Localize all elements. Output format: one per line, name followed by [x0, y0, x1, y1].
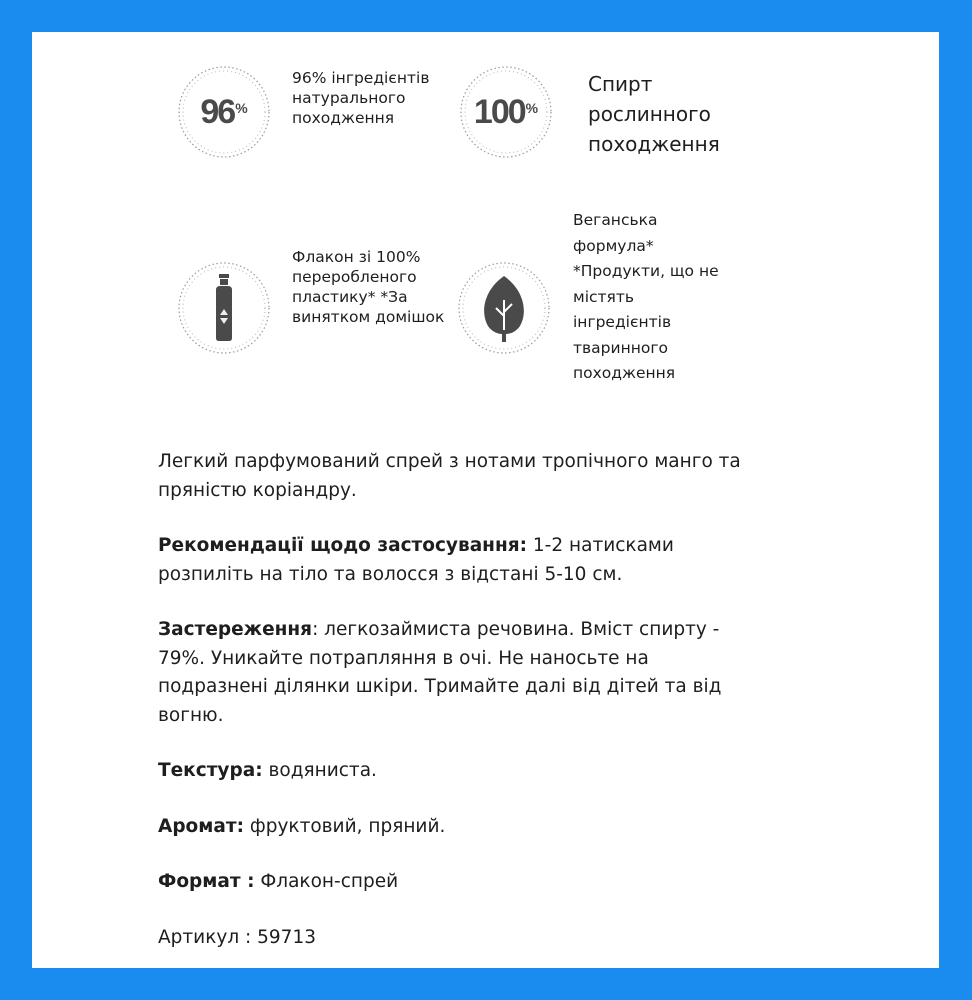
recycled-bottle-badge	[176, 260, 272, 356]
aroma-text: фруктовий, пряний.	[244, 815, 446, 837]
natural-ingredients-badge	[176, 64, 272, 160]
usage-label: Рекомендації щодо застосування:	[158, 535, 528, 556]
format-label: Формат :	[158, 871, 255, 892]
description-intro: Легкий парфумований спрей з нотами тропічного манго та пряністю коріандру.	[158, 451, 741, 501]
natural-ingredients-text: 96% інгредієнтів натурального походження	[292, 69, 430, 127]
recycled-bottle-text: Флакон зі 100% переробленого пластику* *За винятком домішок	[292, 248, 445, 326]
warning-paragraph	[158, 616, 758, 730]
product-description	[158, 448, 758, 968]
aroma-label: Аромат:	[158, 815, 244, 837]
plant-alcohol-text: Спирт рослинного походження	[588, 72, 720, 156]
product-info-card	[32, 32, 939, 968]
leaf-icon	[456, 260, 552, 356]
aroma-paragraph	[158, 813, 758, 842]
format-text: Флакон-спрей	[254, 871, 399, 892]
texture-text: водяниста.	[262, 760, 377, 781]
badge-number: 96	[200, 92, 235, 131]
warning-label: Застереження	[158, 619, 313, 640]
vegan-formula-badge	[456, 260, 552, 356]
warning-text: : легкозаймиста речовина. Вміст спирту - 79%. Уникайте потрапляння в очі. Не наносьте на подразнені ділянки шкіри. Тримайте далі від дітей та від вогню.	[158, 619, 722, 726]
usage-paragraph	[158, 532, 758, 589]
recycled-bottle-icon	[176, 260, 272, 356]
texture-paragraph	[158, 757, 758, 786]
plant-alcohol-badge	[458, 64, 554, 160]
texture-label: Текстура:	[158, 760, 263, 781]
sku-paragraph: Артикул : 59713	[158, 926, 316, 948]
badge-percent: %	[235, 100, 248, 116]
usage-text: 1-2 натисками розпиліть на тіло та волосся з відстані 5-10 см.	[158, 535, 674, 585]
format-paragraph	[158, 868, 758, 897]
vegan-formula-text: Веганська формула* *Продукти, що не містять інгредієнтів тваринного походження	[573, 211, 719, 382]
badge-number: 100	[473, 92, 525, 131]
badge-percent: %	[525, 100, 539, 116]
